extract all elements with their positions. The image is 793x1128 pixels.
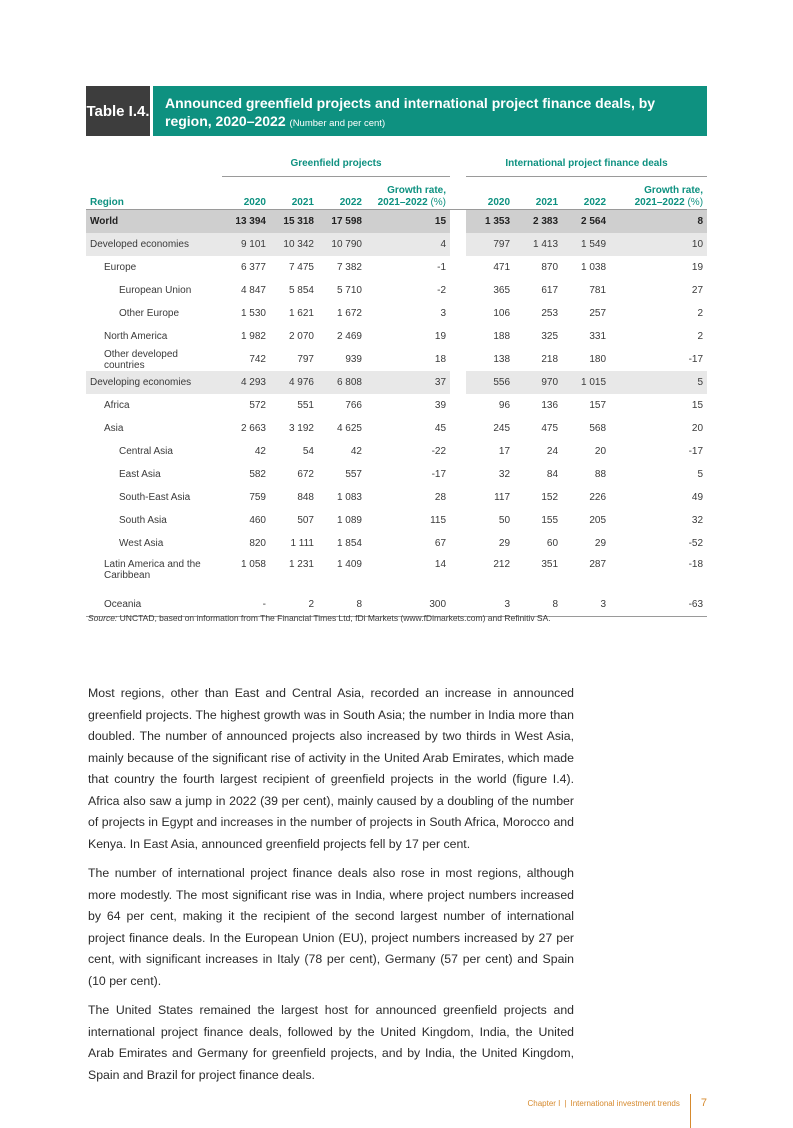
greenfield-cell: 1 058: [240, 559, 266, 570]
greenfield-cell: 14: [434, 559, 447, 570]
greenfield-cell: 10 342: [270, 233, 318, 256]
greenfield-cell: 13 394: [222, 210, 270, 234]
col-header-growth: Growth rate, 2021–2022 (%): [610, 177, 707, 210]
greenfield-cell: 4 293: [222, 371, 270, 394]
greenfield-cell: 4 625: [336, 423, 362, 434]
finance-cell: 365: [493, 285, 511, 296]
finance-cell: 136: [541, 400, 559, 411]
finance-cell: 152: [541, 492, 559, 503]
greenfield-cell: 1 231: [288, 559, 314, 570]
finance-cell: 138: [493, 354, 511, 365]
greenfield-cell: 5 854: [288, 285, 314, 296]
source-label: Source:: [88, 613, 118, 623]
finance-cell: 10: [610, 233, 707, 256]
finance-cell: 17: [498, 446, 511, 457]
finance-cell: 60: [546, 538, 559, 549]
finance-cell: 1 353: [466, 210, 514, 234]
greenfield-cell: 1 982: [240, 331, 266, 342]
greenfield-cell: 15: [366, 210, 450, 234]
table-row: [86, 210, 707, 234]
col-header-year: 2022: [318, 177, 366, 210]
greenfield-cell: 39: [434, 400, 447, 411]
table-row: [86, 348, 707, 371]
greenfield-cell: -: [222, 593, 270, 617]
greenfield-cell: 551: [297, 400, 314, 411]
finance-cell: 253: [541, 308, 559, 319]
table-row: [86, 256, 707, 279]
finance-cell: 351: [541, 559, 559, 570]
greenfield-cell: 18: [434, 354, 447, 365]
finance-cell: 50: [498, 515, 511, 526]
finance-cell: -52: [688, 538, 704, 549]
region-name: South-East Asia: [119, 492, 191, 503]
col-header-year: 2022: [562, 177, 610, 210]
finance-cell: 8: [514, 593, 562, 617]
greenfield-cell: 300: [366, 593, 450, 617]
region-name: Asia: [104, 423, 124, 434]
finance-cell: 870: [541, 262, 559, 273]
finance-cell: 1 549: [562, 233, 610, 256]
greenfield-cell: 7 382: [336, 262, 362, 273]
finance-cell: 1 015: [562, 371, 610, 394]
greenfield-cell: 672: [297, 469, 314, 480]
column-gap: [450, 532, 466, 555]
greenfield-cell: 7 475: [288, 262, 314, 273]
greenfield-cell: 1 089: [336, 515, 362, 526]
greenfield-cell: 42: [254, 446, 266, 457]
column-gap: [450, 279, 466, 302]
finance-cell: 226: [589, 492, 607, 503]
finance-cell: 88: [594, 469, 607, 480]
finance-cell: 8: [610, 210, 707, 234]
page-number: 7: [700, 1097, 707, 1109]
finance-cell: 245: [493, 423, 511, 434]
table-number: Table I.4.: [86, 86, 150, 136]
table-source: [88, 613, 551, 623]
finance-cell: 106: [493, 308, 511, 319]
table-title-note: (Number and per cent): [289, 118, 386, 129]
finance-cell: 331: [589, 331, 607, 342]
greenfield-cell: 4 847: [240, 285, 266, 296]
finance-cell: 471: [493, 262, 511, 273]
footer-separator: |: [564, 1098, 567, 1108]
finance-cell: 84: [546, 469, 559, 480]
column-gap: [450, 325, 466, 348]
greenfield-cell: 2 663: [240, 423, 266, 434]
finance-cell: 2 383: [514, 210, 562, 234]
greenfield-cell: 1 409: [336, 559, 362, 570]
col-header-year: 2020: [222, 177, 270, 210]
region-name: Developed economies: [86, 233, 222, 256]
table-header: [86, 86, 707, 136]
greenfield-cell: 939: [345, 354, 362, 365]
greenfield-cell: 460: [249, 515, 266, 526]
finance-cell: 180: [589, 354, 607, 365]
table-row: [86, 463, 707, 486]
greenfield-cell: 15 318: [270, 210, 318, 234]
finance-cell: 188: [493, 331, 511, 342]
finance-cell: 212: [493, 559, 511, 570]
greenfield-cell: 582: [249, 469, 266, 480]
finance-cell: 157: [589, 400, 607, 411]
finance-cell: 1 038: [580, 262, 607, 273]
finance-cell: 20: [594, 446, 607, 457]
table-row: [86, 325, 707, 348]
finance-cell: 32: [498, 469, 511, 480]
greenfield-cell: 115: [430, 515, 447, 526]
table-row: [86, 371, 707, 394]
col-header-year: 2021: [270, 177, 318, 210]
finance-cell: 617: [541, 285, 559, 296]
finance-cell: 205: [589, 515, 607, 526]
greenfield-cell: 1 621: [288, 308, 314, 319]
greenfield-cell: 2 469: [336, 331, 362, 342]
greenfield-cell: -17: [431, 469, 447, 480]
greenfield-cell: 67: [434, 538, 447, 549]
finance-cell: 29: [594, 538, 607, 549]
greenfield-cell: -2: [437, 285, 447, 296]
greenfield-cell: 9 101: [222, 233, 270, 256]
finance-cell: 117: [494, 492, 511, 503]
source-text: UNCTAD, based on information from The Financial Times Ltd, fDi Markets (www.fDimarkets.com) and Refinitiv SA.: [119, 613, 551, 623]
footer-chapter: Chapter I: [527, 1098, 561, 1108]
finance-cell: 797: [466, 233, 514, 256]
finance-cell: 257: [589, 308, 607, 319]
column-gap: [450, 256, 466, 279]
column-gap: [450, 371, 466, 394]
region-name: Central Asia: [119, 446, 173, 457]
col-header-growth: Growth rate, 2021–2022 (%): [366, 177, 450, 210]
col-header-year: 2020: [466, 177, 514, 210]
greenfield-cell: 4: [366, 233, 450, 256]
greenfield-cell: 3 192: [288, 423, 314, 434]
greenfield-cell: 759: [249, 492, 266, 503]
paragraph: The number of international project finance deals also rose in most regions, although more modestly. The most significant rise was in India, where project numbers increased by 64 per cent, making it the recipient of the second largest number of international project finance deals. In the European Union (EU), project numbers increased by 27 per cent, with significant increases in Italy (78 per cent), Germany (57 per cent) and Spain (10 per cent).: [88, 866, 574, 988]
greenfield-cell: -22: [431, 446, 447, 457]
finance-cell: 96: [498, 400, 511, 411]
finance-cell: 20: [691, 423, 704, 434]
greenfield-cell: 8: [318, 593, 366, 617]
table-row: [86, 555, 707, 593]
region-name: World: [86, 210, 222, 234]
greenfield-cell: 1 083: [336, 492, 362, 503]
greenfield-cell: 1 530: [240, 308, 266, 319]
greenfield-cell: 54: [302, 446, 314, 457]
region-name: Other developed countries: [104, 348, 178, 371]
column-gap: [450, 394, 466, 417]
finance-cell: 1 413: [514, 233, 562, 256]
finance-cell: 568: [589, 423, 607, 434]
body-text: [88, 683, 574, 1094]
finance-cell: -17: [688, 354, 704, 365]
column-gap: [450, 555, 466, 593]
greenfield-cell: 37: [366, 371, 450, 394]
region-name: Developing economies: [86, 371, 222, 394]
col-header-region: Region: [86, 177, 222, 210]
region-name: North America: [104, 331, 168, 342]
greenfield-cell: 4 976: [270, 371, 318, 394]
region-name: East Asia: [119, 469, 161, 480]
finance-cell: 475: [541, 423, 559, 434]
table-row: [86, 486, 707, 509]
greenfield-cell: 17 598: [318, 210, 366, 234]
finance-cell: 155: [541, 515, 559, 526]
finance-cell: 3: [562, 593, 610, 617]
finance-cell: 29: [498, 538, 511, 549]
greenfield-cell: 2: [270, 593, 318, 617]
table-row: [86, 279, 707, 302]
column-gap: [450, 210, 466, 234]
table-row: [86, 509, 707, 532]
finance-cell: 970: [514, 371, 562, 394]
table-row: [86, 233, 707, 256]
paragraph: The United States remained the largest host for announced greenfield projects and international project finance deals, followed by the United Kingdom, India, the United Arab Emirates and Germany for greenfield projects, and by India, the United Kingdom, Spain and Brazil for project finance deals.: [88, 1003, 574, 1082]
group-header-finance: International project finance deals: [466, 150, 707, 177]
table-row: [86, 532, 707, 555]
col-header-year: 2021: [514, 177, 562, 210]
column-gap: [450, 440, 466, 463]
region-name: Oceania: [86, 593, 222, 617]
footer-rule: [690, 1094, 691, 1128]
column-gap: [450, 486, 466, 509]
finance-cell: 287: [589, 559, 607, 570]
greenfield-cell: 42: [350, 446, 362, 457]
region-name: European Union: [119, 285, 192, 296]
column-gap: [450, 348, 466, 371]
finance-cell: -63: [610, 593, 707, 617]
table-title-text: Announced greenfield projects and international project finance deals, by region, 2020–2022: [165, 95, 656, 129]
finance-cell: 218: [541, 354, 559, 365]
greenfield-cell: 742: [249, 354, 266, 365]
region-name: Europe: [104, 262, 137, 273]
region-name: Africa: [104, 400, 130, 411]
greenfield-cell: 2 070: [288, 331, 314, 342]
table-row: [86, 440, 707, 463]
finance-cell: 19: [691, 262, 704, 273]
greenfield-cell: 19: [434, 331, 447, 342]
greenfield-cell: 797: [297, 354, 314, 365]
greenfield-cell: 1 854: [336, 538, 362, 549]
region-name: Other Europe: [119, 308, 180, 319]
table-row: [86, 417, 707, 440]
finance-cell: 32: [691, 515, 704, 526]
greenfield-cell: 1 111: [290, 538, 314, 549]
greenfield-cell: 45: [434, 423, 447, 434]
finance-cell: 3: [466, 593, 514, 617]
finance-cell: -17: [688, 446, 704, 457]
greenfield-cell: 6 808: [318, 371, 366, 394]
greenfield-cell: 5 710: [336, 285, 362, 296]
data-table: [86, 150, 707, 617]
group-header-greenfield: Greenfield projects: [222, 150, 450, 177]
finance-cell: 27: [691, 285, 704, 296]
finance-cell: 49: [691, 492, 704, 503]
greenfield-cell: 766: [345, 400, 362, 411]
finance-cell: 15: [691, 400, 704, 411]
greenfield-cell: 557: [345, 469, 362, 480]
finance-cell: 2 564: [562, 210, 610, 234]
finance-cell: 325: [541, 331, 559, 342]
greenfield-cell: 820: [249, 538, 266, 549]
table-row: [86, 394, 707, 417]
finance-cell: -18: [688, 559, 704, 570]
greenfield-cell: 848: [297, 492, 314, 503]
finance-cell: 5: [697, 469, 704, 480]
greenfield-cell: -1: [437, 262, 447, 273]
greenfield-cell: 3: [440, 308, 447, 319]
greenfield-cell: 6 377: [240, 262, 266, 273]
finance-cell: 2: [697, 331, 704, 342]
greenfield-cell: 1 672: [336, 308, 362, 319]
paragraph: Most regions, other than East and Central Asia, recorded an increase in announced greenfield projects. The highest growth was in South Asia; the number in India more than doubled. The number of announced projects also increased by two thirds in West Asia, mainly because of the significant rise of activity in the United Arab Emirates, which made that country the fourth largest recipient of greenfield projects in the world (figure I.4). Africa also saw a jump in 2022 (39 per cent), mainly caused by a doubling of the number of projects in Egypt and increases in the number of projects in South Africa, Morocco and Kenya. In East Asia, announced greenfield projects fell by 17 per cent.: [88, 686, 574, 851]
table-row: [86, 302, 707, 325]
greenfield-cell: 572: [249, 400, 266, 411]
column-gap: [450, 509, 466, 532]
column-gap: [450, 463, 466, 486]
column-gap: [450, 302, 466, 325]
page-footer: [527, 1086, 707, 1120]
region-name: West Asia: [119, 538, 164, 549]
greenfield-cell: 10 790: [318, 233, 366, 256]
greenfield-cell: 507: [297, 515, 314, 526]
finance-cell: 24: [546, 446, 559, 457]
greenfield-cell: 28: [434, 492, 447, 503]
finance-cell: 5: [610, 371, 707, 394]
finance-cell: 556: [466, 371, 514, 394]
column-gap: [450, 233, 466, 256]
region-name: Latin America and the Caribbean: [104, 559, 201, 581]
finance-cell: 781: [589, 285, 607, 296]
finance-cell: 2: [697, 308, 704, 319]
footer-section: International investment trends: [570, 1098, 680, 1108]
region-name: South Asia: [119, 515, 167, 526]
table-title: [153, 86, 707, 136]
column-gap: [450, 417, 466, 440]
